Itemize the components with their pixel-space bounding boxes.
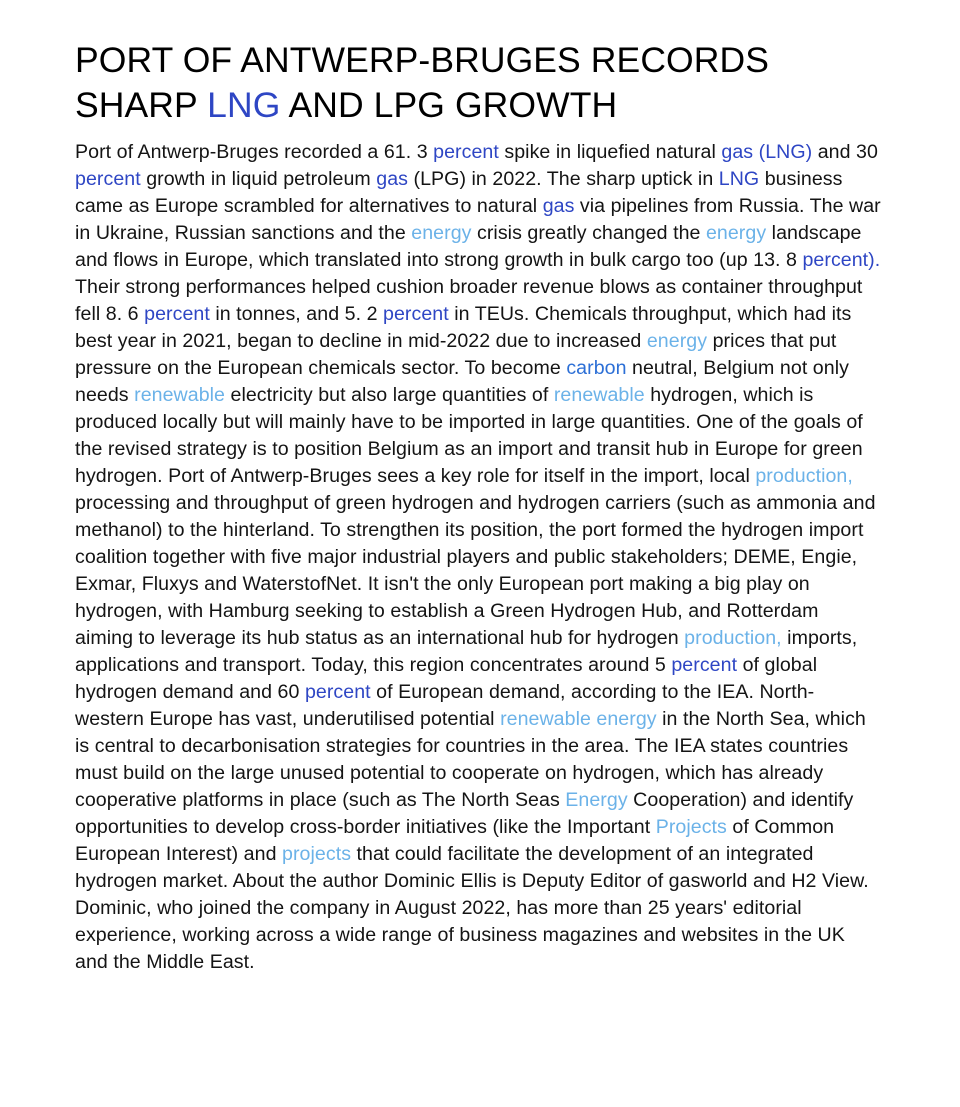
article-headline [75, 38, 885, 128]
body-text: business came as Europe scrambled for alternatives to natural [75, 168, 843, 217]
body-text: crisis greatly changed the [471, 222, 706, 244]
body-text: growth in liquid petroleum [140, 168, 377, 190]
headline-text: AND LPG GROWTH [280, 85, 618, 125]
keyword-link[interactable]: LNG [207, 85, 281, 125]
body-text: Cooperation) and identify opportunities to develop cross-border initiatives (like the Important [75, 789, 854, 838]
keyword-link[interactable]: percent). [802, 249, 881, 271]
body-text: Port of Antwerp-Bruges recorded a 61. 3 [75, 141, 434, 163]
body-text: of European demand, according to the IEA. North-western Europe has vast, underutilised potential [75, 681, 815, 730]
body-text: in the North Sea, which is central to decarbonisation strategies for countries in the area. The IEA states countries must build on the large unused potential to cooperate on hydrogen, which has already cooperative platforms in place (such as The North Seas [75, 708, 866, 811]
keyword-link[interactable]: projects [282, 843, 352, 865]
body-text: spike in liquefied natural [498, 141, 722, 163]
keyword-link[interactable]: renewable [553, 384, 645, 406]
keyword-link[interactable]: energy [646, 330, 708, 352]
keyword-link[interactable]: production, [684, 627, 782, 649]
keyword-link[interactable]: Projects [655, 816, 727, 838]
article-body [75, 139, 881, 976]
keyword-link[interactable]: renewable energy [500, 708, 657, 730]
body-text: prices that put pressure on the European chemicals sector. To become [75, 330, 837, 379]
body-text: of global hydrogen demand and 60 [75, 654, 818, 703]
keyword-link[interactable]: gas [376, 168, 409, 190]
body-text: imports, applications and transport. Today, this region concentrates around 5 [75, 627, 858, 676]
keyword-link[interactable]: renewable [134, 384, 226, 406]
body-text: and 30 [812, 141, 878, 163]
body-text: electricity but also large quantities of [225, 384, 554, 406]
keyword-link[interactable]: gas (LNG) [721, 141, 813, 163]
keyword-link[interactable]: percent [671, 654, 738, 676]
body-text: in tonnes, and 5. 2 [209, 303, 384, 325]
body-text: via pipelines from Russia. The war in Ukraine, Russian sanctions and the [75, 195, 881, 244]
body-text: in TEUs. Chemicals throughput, which had its best year in 2021, began to decline in mid-2022 due to increased [75, 303, 852, 352]
keyword-link[interactable]: carbon [566, 357, 627, 379]
article [75, 38, 885, 976]
keyword-link[interactable]: LNG [718, 168, 760, 190]
keyword-link[interactable]: energy [705, 222, 767, 244]
body-text: hydrogen, which is produced locally but will mainly have to be imported in large quantities. One of the goals of the revised strategy is to position Belgium as an import and transit hub in Europe for green hydrogen. Port of Antwerp-Bruges sees a key role for itself in the import, local [75, 384, 863, 487]
keyword-link[interactable]: percent [75, 168, 141, 190]
headline-text: PORT OF ANTWERP-BRUGES RECORDS SHARP [75, 40, 770, 125]
keyword-link[interactable]: production, [755, 465, 853, 487]
body-text: processing and throughput of green hydrogen and hydrogen carriers (such as ammonia and methanol) to the hinterland. To strengthen its position, the port formed the hydrogen import coalition together with five major industrial players and public stakeholders; DEME, Engie, Exmar, Fluxys and WaterstofNet. It isn't the only European port making a big play on hydrogen, with Hamburg seeking to establish a Green Hydrogen Hub, and Rotterdam aiming to leverage its hub status as an international hub for hydrogen [75, 492, 876, 649]
keyword-link[interactable]: gas [542, 195, 575, 217]
keyword-link[interactable]: percent [383, 303, 449, 325]
body-text: landscape and flows in Europe, which translated into strong growth in bulk cargo too (up 13. 8 [75, 222, 862, 271]
keyword-link[interactable]: percent [433, 141, 499, 163]
keyword-link[interactable]: percent [304, 681, 371, 703]
body-text: (LPG) in 2022. The sharp uptick in [408, 168, 719, 190]
body-text: that could facilitate the development of an integrated hydrogen market. About the author Dominic Ellis is Deputy Editor of gasworld and H2 View. Dominic, who joined the company in August 2022, has more than 25 years' editorial experience, working across a wide range of business magazines and websites in the UK and the Middle East. [75, 843, 869, 973]
body-text: Their strong performances helped cushion broader revenue blows as container throughput fell 8. 6 [75, 276, 863, 325]
body-text: neutral, Belgium not only needs [75, 357, 849, 406]
body-text: of Common European Interest) and [75, 816, 835, 865]
keyword-link[interactable]: energy [411, 222, 472, 244]
keyword-link[interactable]: Energy [565, 789, 628, 811]
keyword-link[interactable]: percent [144, 303, 210, 325]
